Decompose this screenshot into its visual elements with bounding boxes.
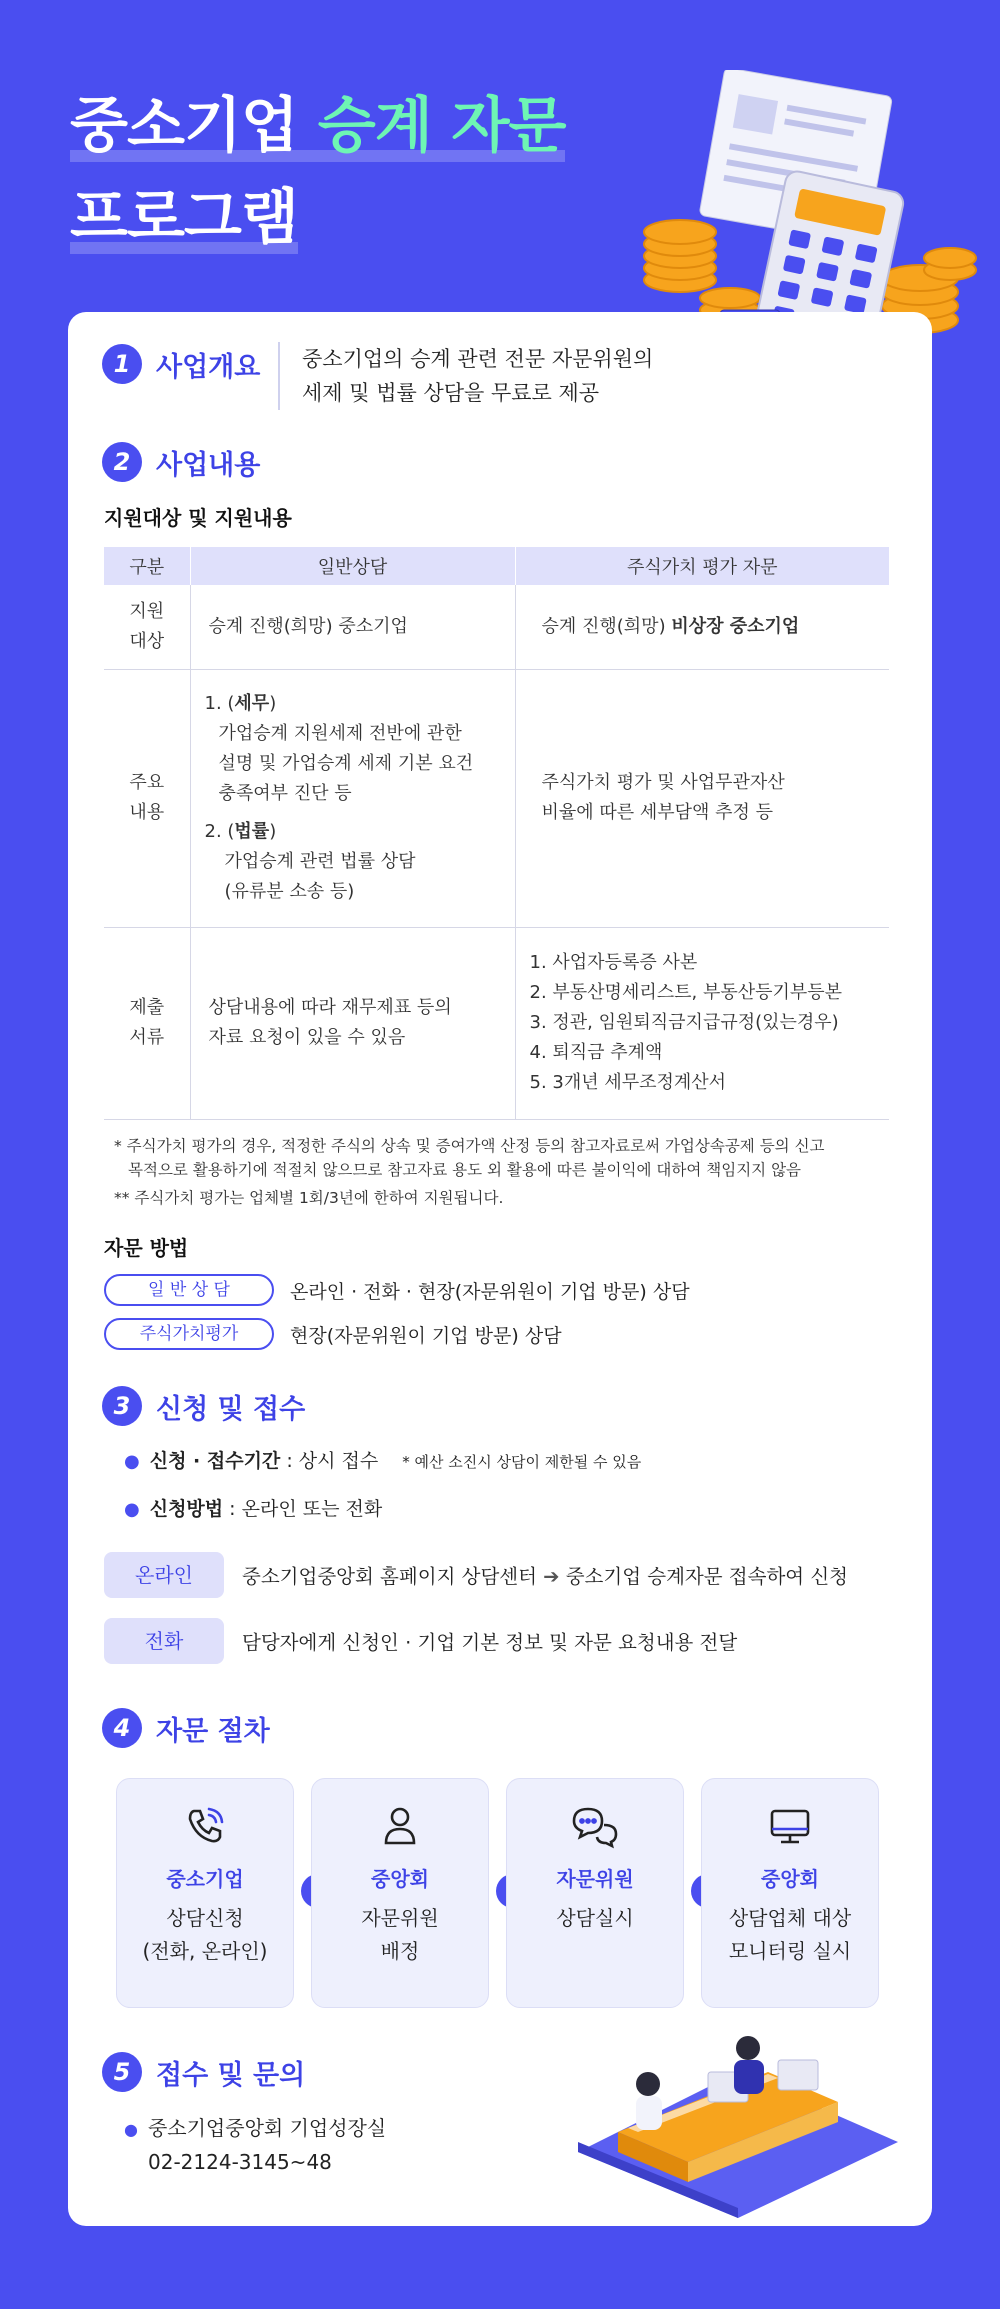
section-number-3: 3 <box>102 1386 142 1426</box>
phone-text: 담당자에게 신청인 · 기업 기본 정보 및 자문 요청내용 전달 <box>242 1631 738 1654</box>
overview-line1: 중소기업의 승계 관련 전문 자문위원의 <box>302 347 654 371</box>
hero-title-line2: 프로그램 <box>70 183 298 253</box>
step-actor: 자문위원 <box>556 1867 634 1891</box>
table-row-target <box>104 585 889 669</box>
process-step-4 <box>701 1778 879 2008</box>
arrow-right-icon: ➔ <box>543 1565 560 1588</box>
phone-tag: 전화 <box>104 1618 224 1664</box>
support-table <box>104 547 889 1120</box>
process-step-1 <box>116 1778 294 2008</box>
monitor-icon <box>767 1803 813 1849</box>
section-contact-header <box>102 2052 305 2092</box>
step-actor: 중소기업 <box>166 1867 244 1891</box>
process-step-3 <box>506 1778 684 2008</box>
section-contact-title: 접수 및 문의 <box>156 2059 306 2091</box>
section-number-2: 2 <box>102 442 142 482</box>
apply-phone-row <box>104 1618 737 1664</box>
section-apply-header <box>102 1386 305 1426</box>
table-header-category: 구분 <box>104 547 190 585</box>
apply-method: ● 신청방법 : 온라인 또는 전화 <box>124 1498 383 1520</box>
contact-org: 중소기업중앙회 기업성장실 <box>147 2116 387 2140</box>
person-icon <box>377 1803 423 1849</box>
notes <box>114 1134 914 1210</box>
online-tag: 온라인 <box>104 1552 224 1598</box>
note1-line1: * 주식가치 평가의 경우, 적정한 주식의 상속 및 증여가액 산정 등의 참고자료로써 가업상속공제 등의 신고 <box>114 1137 825 1155</box>
cell-stock-target: 승계 진행(희망) 비상장 중소기업 <box>515 585 889 669</box>
phone-icon <box>182 1803 228 1849</box>
content-card <box>68 312 932 2226</box>
step-actor: 중앙회 <box>761 1867 819 1891</box>
cell-stock-documents <box>515 927 889 1119</box>
table-row-content <box>104 669 889 927</box>
section-number-4: 4 <box>102 1708 142 1748</box>
method-row-general <box>104 1274 690 1306</box>
contact-info: ● 중소기업중앙회 기업성장실 02-2124-3145~48 <box>124 2112 386 2179</box>
method-row-stock <box>104 1318 562 1350</box>
doc-item: 4. 퇴직금 추계액 <box>529 1042 663 1063</box>
table-row-documents <box>104 927 889 1119</box>
note2: ** 주식가치 평가는 업체별 1회/3년에 한하여 지원됩니다. <box>114 1189 504 1207</box>
method-stock-text: 현장(자문위원이 기업 방문) 상담 <box>290 1324 562 1347</box>
row-label-documents: 제출 서류 <box>104 927 190 1119</box>
apply-online-row <box>104 1552 848 1598</box>
cell-general-content: 1. (세무) 가업승계 지원세제 전반에 관한 설명 및 가업승계 세제 기본 요건 충족여부 진단 등 2. (법률) 가업승계 관련 법률 상담 (유류분 소송 등) <box>190 669 515 927</box>
hero-title-accent: 승계 자문 <box>317 91 566 161</box>
table-header-general: 일반상담 <box>190 547 515 585</box>
cell-general-target: 승계 진행(희망) 중소기업 <box>190 585 515 669</box>
hero-title-part1: 중소기업 <box>70 91 298 161</box>
online-text: 중소기업중앙회 홈페이지 상담센터 ➔ 중소기업 승계자문 접속하여 신청 <box>242 1565 849 1588</box>
step-desc: 상담신청 (전화, 온라인) <box>142 1906 268 1963</box>
doc-item: 3. 정관, 임원퇴직금지급규정(있는경우) <box>529 1012 839 1033</box>
contact-phone: 02-2124-3145~48 <box>148 2150 332 2174</box>
method-general-text: 온라인 · 전화 · 현장(자문위원이 기업 방문) 상담 <box>290 1280 690 1303</box>
cell-stock-content: 주식가치 평가 및 사업무관자산 비율에 따른 세부담액 추정 등 <box>515 669 889 927</box>
chat-icon <box>570 1803 620 1849</box>
doc-item: 2. 부동산명세리스트, 부동산등기부등본 <box>529 982 843 1003</box>
section-number-1: 1 <box>102 344 142 384</box>
step-desc: 자문위원 배정 <box>361 1906 439 1963</box>
overview-line2: 세제 및 법률 상담을 무료로 제공 <box>302 381 600 405</box>
section-number-5: 5 <box>102 2052 142 2092</box>
method-stock-label: 주식가치평가 <box>104 1318 274 1350</box>
doc-item: 1. 사업자등록증 사본 <box>529 952 698 973</box>
step-actor: 중앙회 <box>371 1867 429 1891</box>
method-title: 자문 방법 <box>104 1232 188 1261</box>
note1-line2: 목적으로 활용하기에 적절치 않으므로 참고자료 용도 외 활용에 따른 불이익에 대하여 책임지지 않음 <box>128 1161 802 1179</box>
process-step-2 <box>311 1778 489 2008</box>
hero-title <box>70 80 565 264</box>
section-overview-title: 사업개요 <box>156 351 261 383</box>
section-content-header <box>102 442 260 482</box>
method-general-label: 일 반 상 담 <box>104 1274 274 1306</box>
section-apply-title: 신청 및 접수 <box>156 1393 306 1425</box>
table-header-stock: 주식가치 평가 자문 <box>515 547 889 585</box>
table-header-row <box>104 547 889 585</box>
section-content-title: 사업내용 <box>156 449 261 481</box>
step-desc: 상담업체 대상 모니터링 실시 <box>728 1906 852 1963</box>
help-desk-illustration <box>538 2032 898 2218</box>
cell-general-documents: 상담내용에 따라 재무제표 등의 자료 요청이 있을 수 있음 <box>190 927 515 1119</box>
overview-text <box>278 342 653 410</box>
doc-item: 5. 3개년 세무조정계산서 <box>529 1072 727 1093</box>
section-overview-header <box>102 344 260 384</box>
apply-period: ● 신청 · 접수기간 : 상시 접수 * 예산 소진시 상담이 제한될 수 있음 <box>124 1450 642 1472</box>
step-desc: 상담실시 <box>556 1906 634 1930</box>
support-subtitle: 지원대상 및 지원내용 <box>104 502 292 531</box>
section-process-header <box>102 1708 270 1748</box>
section-process-title: 자문 절차 <box>156 1715 270 1747</box>
row-label-target: 지원 대상 <box>104 585 190 669</box>
row-label-content: 주요 내용 <box>104 669 190 927</box>
